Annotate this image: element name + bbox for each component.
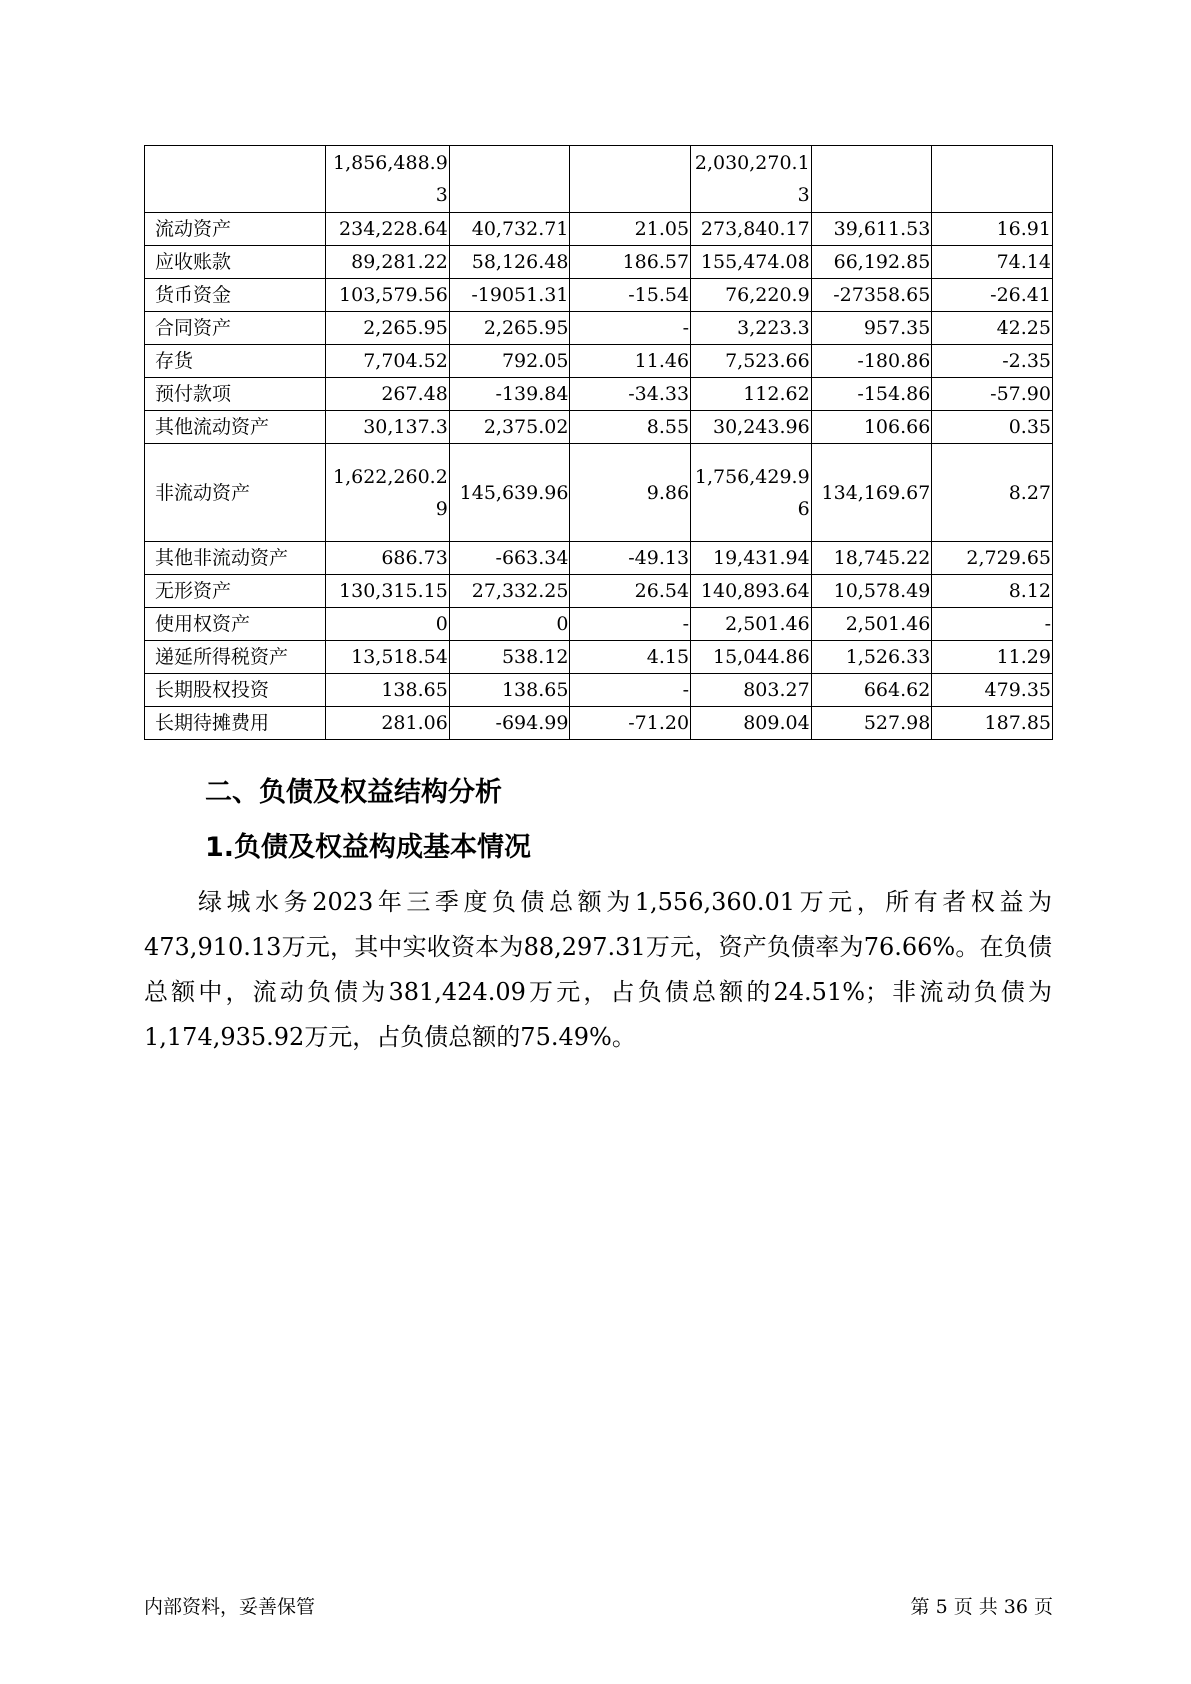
table-cell: 58,126.48 [449, 246, 570, 279]
table-cell: 8.27 [932, 444, 1053, 542]
row-label: 存货 [145, 345, 326, 378]
table-cell: 140,893.64 [691, 575, 812, 608]
table-cell: 130,315.15 [325, 575, 449, 608]
table-cell: -139.84 [449, 378, 570, 411]
table-cell: 138.65 [449, 674, 570, 707]
table-cell: 273,840.17 [691, 213, 812, 246]
table-cell: -57.90 [932, 378, 1053, 411]
table-cell: 76,220.9 [691, 279, 812, 312]
table-cell: - [570, 674, 691, 707]
table-cell: 3,223.3 [691, 312, 812, 345]
table-cell: 112.62 [691, 378, 812, 411]
table-cell: -19051.31 [449, 279, 570, 312]
table-cell: 0.35 [932, 411, 1053, 444]
table-cell: - [932, 608, 1053, 641]
table-cell: -34.33 [570, 378, 691, 411]
row-label: 合同资产 [145, 312, 326, 345]
table-cell: 103,579.56 [325, 279, 449, 312]
table-row [145, 575, 1053, 608]
table-cell: 9.86 [570, 444, 691, 542]
table-cell: 538.12 [449, 641, 570, 674]
table-row [145, 641, 1053, 674]
table-cell: 19,431.94 [691, 542, 812, 575]
footer-page-number: 第 5 页 共 36 页 [910, 1596, 1053, 1618]
table-row [145, 246, 1053, 279]
row-label: 使用权资产 [145, 608, 326, 641]
row-label: 流动资产 [145, 213, 326, 246]
table-cell: -663.34 [449, 542, 570, 575]
table-cell [691, 444, 812, 542]
table-cell: -71.20 [570, 707, 691, 740]
row-label: 其他非流动资产 [145, 542, 326, 575]
table-cell: 2,265.95 [449, 312, 570, 345]
table-cell [570, 146, 691, 213]
table-cell: 8.55 [570, 411, 691, 444]
table-cell: 2,375.02 [449, 411, 570, 444]
table-cell [325, 146, 449, 213]
table-cell [811, 146, 932, 213]
table-cell: 2,501.46 [811, 608, 932, 641]
table-cell: 21.05 [570, 213, 691, 246]
table-cell: 134,169.67 [811, 444, 932, 542]
table-cell: 74.14 [932, 246, 1053, 279]
table-cell [325, 444, 449, 542]
table-row [145, 312, 1053, 345]
table-cell: -694.99 [449, 707, 570, 740]
table-row [145, 378, 1053, 411]
table-cell: 792.05 [449, 345, 570, 378]
table-cell: -2.35 [932, 345, 1053, 378]
table-cell: 527.98 [811, 707, 932, 740]
table-cell: 8.12 [932, 575, 1053, 608]
table-cell: 27,332.25 [449, 575, 570, 608]
table-cell: 7,523.66 [691, 345, 812, 378]
table-cell: 0 [325, 608, 449, 641]
table-cell: -15.54 [570, 279, 691, 312]
table-cell: -154.86 [811, 378, 932, 411]
table-cell: 10,578.49 [811, 575, 932, 608]
table-cell: 186.57 [570, 246, 691, 279]
table-cell: 30,243.96 [691, 411, 812, 444]
table-row [145, 213, 1053, 246]
table-row [145, 608, 1053, 641]
table-cell: 2,265.95 [325, 312, 449, 345]
table-cell [449, 146, 570, 213]
row-label: 长期股权投资 [145, 674, 326, 707]
row-label: 其他流动资产 [145, 411, 326, 444]
row-label: 预付款项 [145, 378, 326, 411]
table-cell: 11.29 [932, 641, 1053, 674]
body-paragraph: 绿城水务2023年三季度负债总额为1,556,360.01万元，所有者权益为473,910.13万元，其中实收资本为88,297.31万元，资产负债率为76.66%。在负债总额中，流动负债为381,424.09万元，占负债总额的24.51%；非流动负债为1,174,935.92万元，占负债总额的75.49%。 [144, 888, 1052, 1051]
cell-value: 2,030,270.13 [694, 152, 810, 206]
table-cell: 89,281.22 [325, 246, 449, 279]
table-cell: 803.27 [691, 674, 812, 707]
row-label: 货币资金 [145, 279, 326, 312]
table-cell: 11.46 [570, 345, 691, 378]
row-label: 非流动资产 [145, 444, 326, 542]
table-row [145, 345, 1053, 378]
table-row [145, 542, 1053, 575]
table-row-first [145, 146, 1053, 213]
table-cell: 42.25 [932, 312, 1053, 345]
cell-value: 1,622,260.29 [332, 465, 448, 520]
row-label: 应收账款 [145, 246, 326, 279]
table-cell: 30,137.3 [325, 411, 449, 444]
table-cell: 66,192.85 [811, 246, 932, 279]
table-cell: 234,228.64 [325, 213, 449, 246]
row-label: 长期待摊费用 [145, 707, 326, 740]
table-cell: 2,729.65 [932, 542, 1053, 575]
table-row [145, 411, 1053, 444]
table-cell: 7,704.52 [325, 345, 449, 378]
table-cell [145, 146, 326, 213]
table-cell: -26.41 [932, 279, 1053, 312]
cell-value: 1,756,429.96 [694, 465, 810, 520]
table-cell: 664.62 [811, 674, 932, 707]
table-cell: 2,501.46 [691, 608, 812, 641]
table-row [145, 444, 1053, 542]
table-cell [932, 146, 1053, 213]
table-cell: -49.13 [570, 542, 691, 575]
table-cell: 39,611.53 [811, 213, 932, 246]
table-cell: 4.15 [570, 641, 691, 674]
table-cell: -27358.65 [811, 279, 932, 312]
subsection-title: 1.负债及权益构成基本情况 [205, 832, 532, 863]
table-cell: 686.73 [325, 542, 449, 575]
table-cell: 26.54 [570, 575, 691, 608]
table-cell: 809.04 [691, 707, 812, 740]
footer-confidential: 内部资料，妥善保管 [144, 1596, 316, 1618]
table-cell: 106.66 [811, 411, 932, 444]
table-cell: 40,732.71 [449, 213, 570, 246]
table-cell: 187.85 [932, 707, 1053, 740]
table-cell: 15,044.86 [691, 641, 812, 674]
table-cell: 957.35 [811, 312, 932, 345]
cell-value: 1,856,488.93 [332, 152, 448, 206]
row-label: 无形资产 [145, 575, 326, 608]
table-cell [691, 146, 812, 213]
table-cell: 0 [449, 608, 570, 641]
table-cell: 145,639.96 [449, 444, 570, 542]
table-cell: 155,474.08 [691, 246, 812, 279]
table-cell: - [570, 608, 691, 641]
table-cell: 281.06 [325, 707, 449, 740]
table-cell: 1,526.33 [811, 641, 932, 674]
table-cell: 13,518.54 [325, 641, 449, 674]
table-cell: 138.65 [325, 674, 449, 707]
table-cell: 267.48 [325, 378, 449, 411]
table-cell: -180.86 [811, 345, 932, 378]
table-cell: - [570, 312, 691, 345]
section-title: 二、负债及权益结构分析 [205, 777, 502, 808]
table-row [145, 674, 1053, 707]
row-label: 递延所得税资产 [145, 641, 326, 674]
table-cell: 479.35 [932, 674, 1053, 707]
table-row [145, 279, 1053, 312]
table-cell: 16.91 [932, 213, 1053, 246]
table-cell: 18,745.22 [811, 542, 932, 575]
financial-table [144, 145, 1053, 740]
table-row [145, 707, 1053, 740]
